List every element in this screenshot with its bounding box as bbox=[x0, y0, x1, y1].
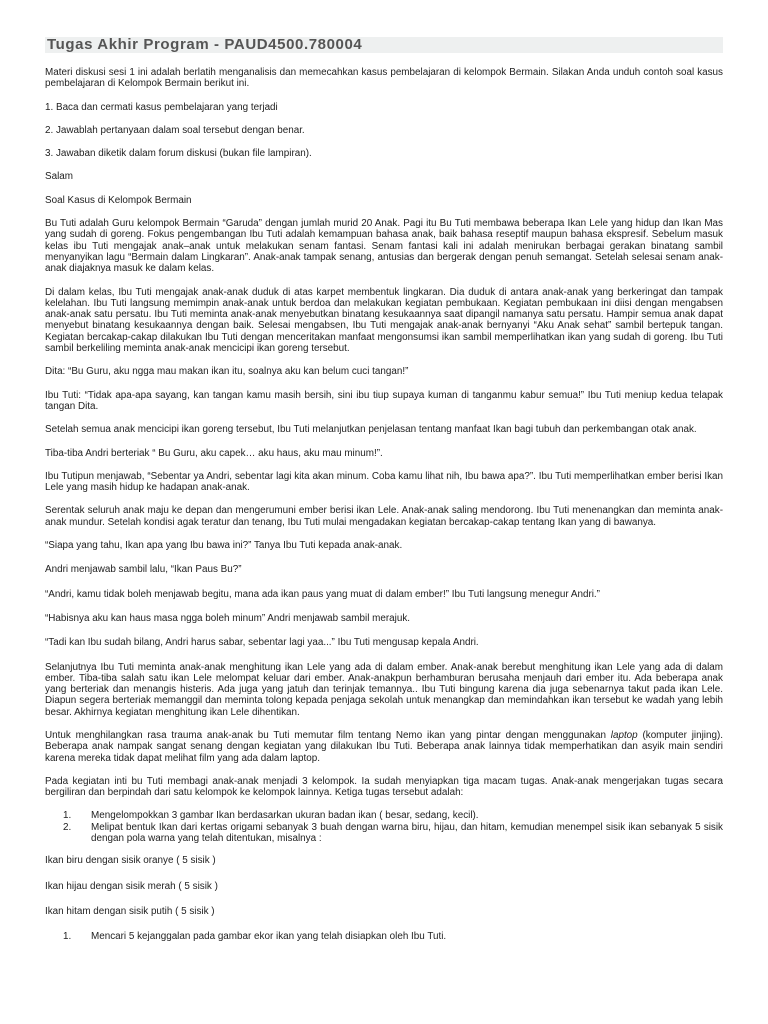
case-paragraph: Bu Tuti adalah Guru kelompok Bermain “Garuda” dengan jumlah murid 20 Anak. Pagi itu Bu Tuti membawa beberapa Ikan Lele yang hidup dan Ikan Mas yang sudah di goreng. Fokus pengembangan Ibu Tuti adalah kemampuan bahasa anak, baik bahasa reseptif maupun bahasa ekspresif. Sebelum masuk kelas ibu Tuti mengajak anak–anak untuk melakukan senam fantasi. Senam fantasi kali ini adalah menirukan berbagai gerakan binatang sambil menyanyikan lagu “Bermain dalam Lingkaran”. Anak-anak tampak senang, antusias dan bergerak dengan penuh semangat. Setelah selesai senam anak-anak diajaknya masuk ke dalam kelas. bbox=[45, 218, 723, 275]
dialogue-line: “Tadi kan Ibu sudah bilang, Andri harus sabar, sebentar lagi yaa...” Ibu Tuti mengusap kepala Andri. bbox=[45, 637, 479, 649]
instruction-1: 1. Baca dan cermati kasus pembelajaran yang terjadi bbox=[45, 101, 278, 113]
case-paragraph: Setelah semua anak mencicipi ikan goreng tersebut, Ibu Tuti melanjutkan penjelasan tentang manfaat Ikan bagi tubuh dan perkembangan otak anak. bbox=[45, 424, 697, 436]
task-list-continued bbox=[45, 931, 723, 942]
dialogue-line: “Andri, kamu tidak boleh menjawab begitu, mana ada ikan paus yang muat di dalam ember!” Ibu Tuti langsung menegur Andri.” bbox=[45, 588, 600, 600]
list-number: 1. bbox=[63, 931, 72, 943]
instruction-3: 3. Jawaban diketik dalam forum diskusi (bukan file lampiran). bbox=[45, 148, 312, 160]
dialogue-line: Ibu Tutipun menjawab, “Sebentar ya Andri, sebentar lagi kita akan minum. Coba kamu lihat nih, Ibu bawa apa?”. Ibu Tuti memperlihatkan ember berisi Ikan Lele yang masih hidup ke hadapan anak-anak. bbox=[45, 470, 723, 494]
laptop-paragraph-after: (komputer jinjing). Beberapa anak nampak sangat senang dengan kegiatan yang dilakukan Ibu Tuti. Beberapa anak lainnya tidak memperhatikan dan asyik main sendiri karena mereka tidak dapat melihat film yang ada dalam laptop. bbox=[45, 729, 723, 764]
list-item bbox=[45, 810, 723, 821]
greeting: Salam bbox=[45, 171, 73, 183]
list-number: 2. bbox=[63, 821, 72, 833]
laptop-italic: laptop bbox=[610, 729, 638, 741]
dialogue-line: “Siapa yang tahu, Ikan apa yang Ibu bawa ini?” Tanya Ibu Tuti kepada anak-anak. bbox=[45, 540, 403, 552]
document-page bbox=[45, 37, 723, 954]
case-paragraph: Selanjutnya Ibu Tuti meminta anak-anak menghitung ikan Lele yang ada di dalam ember. Anak-anak berebut menghitung ikan Lele yang ada di dalam ember. Tiba-tiba salah satu ikan Lele melompat keluar dari ember. Anak-anakpun berhamburan berusaha menjauh dari ember itu. Ada beberapa anak yang berteriak dan menangis histeris. Ada juga yang jatuh dan terinjak temannya.. Ibu Tuti bingung karena dia juga sebenarnya takut pada ikan Lele. Diapun segera berteriak memanggil dan meminta tolong kepada penjaga sekolah untuk menangkap dan memindahkan ikan tersebut ke wadah yang lebih besar. Akhirnya kegiatan menghitung ikan Lele dihentikan. bbox=[45, 661, 723, 718]
intro-paragraph: Materi diskusi sesi 1 ini adalah berlatih menganalisis dan memecahkan kasus pembelajaran di kelompok Bermain. Silakan Anda unduh contoh soal kasus pembelajaran di Kelompok Bermain berikut ini. bbox=[45, 67, 723, 90]
fish-line: Ikan hijau dengan sisik merah ( 5 sisik ) bbox=[45, 880, 218, 892]
document-title: Tugas Akhir Program - PAUD4500.780004 bbox=[45, 37, 723, 53]
task-intro: Pada kegiatan inti bu Tuti membagi anak-anak menjadi 3 kelompok. Ia sudah menyiapkan tiga macam tugas. Anak-anak mengerjakan tugas secara bergiliran dan berpindah dari satu kelompok ke kelompok lainnya. Ketiga tugas tersebut adalah: bbox=[45, 775, 723, 799]
task-list bbox=[45, 810, 723, 844]
dialogue-line: Andri menjawab sambil lalu, “Ikan Paus Bu?” bbox=[45, 564, 242, 576]
fish-line: Ikan hitam dengan sisik putih ( 5 sisik ) bbox=[45, 905, 215, 917]
list-item bbox=[45, 822, 723, 845]
list-text: Mencari 5 kejanggalan pada gambar ekor ikan yang telah disiapkan oleh Ibu Tuti. bbox=[91, 931, 447, 943]
dialogue-line: “Habisnya aku kan haus masa ngga boleh minum” Andri menjawab sambil merajuk. bbox=[45, 612, 411, 624]
dialogue-line: Dita: “Bu Guru, aku ngga mau makan ikan itu, soalnya aku kan belum cuci tangan!” bbox=[45, 366, 409, 378]
laptop-paragraph bbox=[45, 730, 723, 764]
dialogue-line: Ibu Tuti: “Tidak apa-apa sayang, kan tangan kamu masih bersih, sini ibu tiup supaya kuman di tanganmu kabur semua!” Ibu Tuti meniup kedua telapak tangan Dita. bbox=[45, 389, 723, 412]
instruction-2: 2. Jawablah pertanyaan dalam soal tersebut dengan benar. bbox=[45, 124, 305, 136]
list-number: 1. bbox=[63, 810, 72, 822]
section-heading: Soal Kasus di Kelompok Bermain bbox=[45, 194, 192, 206]
list-text: Mengelompokkan 3 gambar Ikan berdasarkan ukuran badan ikan ( besar, sedang, kecil). bbox=[91, 810, 479, 822]
laptop-paragraph-before: Untuk menghilangkan rasa trauma anak-anak bu Tuti memutar film tentang Nemo ikan yang pintar dengan menggunakan bbox=[45, 729, 611, 741]
dialogue-line: Tiba-tiba Andri berteriak “ Bu Guru, aku capek… aku haus, aku mau minum!”. bbox=[45, 447, 383, 459]
list-text: Melipat bentuk Ikan dari kertas origami sebanyak 3 buah dengan warna biru, hijau, dan hitam, kemudian menempel sisik ikan sebanyak 5 sisik dengan pola warna yang telah ditentukan, misalnya : bbox=[91, 821, 723, 845]
case-paragraph: Serentak seluruh anak maju ke depan dan mengerumuni ember berisi ikan Lele. Anak-anak saling mendorong. Ibu Tuti menenangkan dan meminta anak-anak mundur. Setelah kondisi agak teratur dan tenang, Ibu Tuti mulai mengadakan kegiatan bercakap-cakap tentang Ikan yang di bawanya. bbox=[45, 505, 723, 528]
case-paragraph: Di dalam kelas, Ibu Tuti mengajak anak-anak duduk di atas karpet membentuk lingkaran. Dia duduk di antara anak-anak yang berkeringat dan tampak kelelahan. Ibu Tuti langsung memimpin anak-anak untuk berdoa dan melakukan kegiatan pembukaan. Kegiatan pembukaan ini diisi dengan mengabsen anak-anak satu persatu. Ibu Tuti meminta anak-anak menyebutkan binatang kesukaannya saat dipangil namanya satu persatu. Hampir semua anak dapat menyebut binatang kesukaannya dengan baik. Selesai mengabsen, Ibu Tuti mengajak anak-anak bernyanyi “Aku Anak sehat” sambil bertepuk tangan. Kegiatan bercakap-cakap dilakukan Ibu Tuti dengan menceritakan manfaat mengonsumsi ikan sambil memperlihatkan ikan yang sudah di goreng. Ibu Tuti sambil berkeliling meminta anak-anak mencicipi ikan goreng tersebut. bbox=[45, 286, 723, 355]
fish-line: Ikan biru dengan sisik oranye ( 5 sisik ) bbox=[45, 855, 216, 867]
list-item bbox=[45, 931, 723, 942]
